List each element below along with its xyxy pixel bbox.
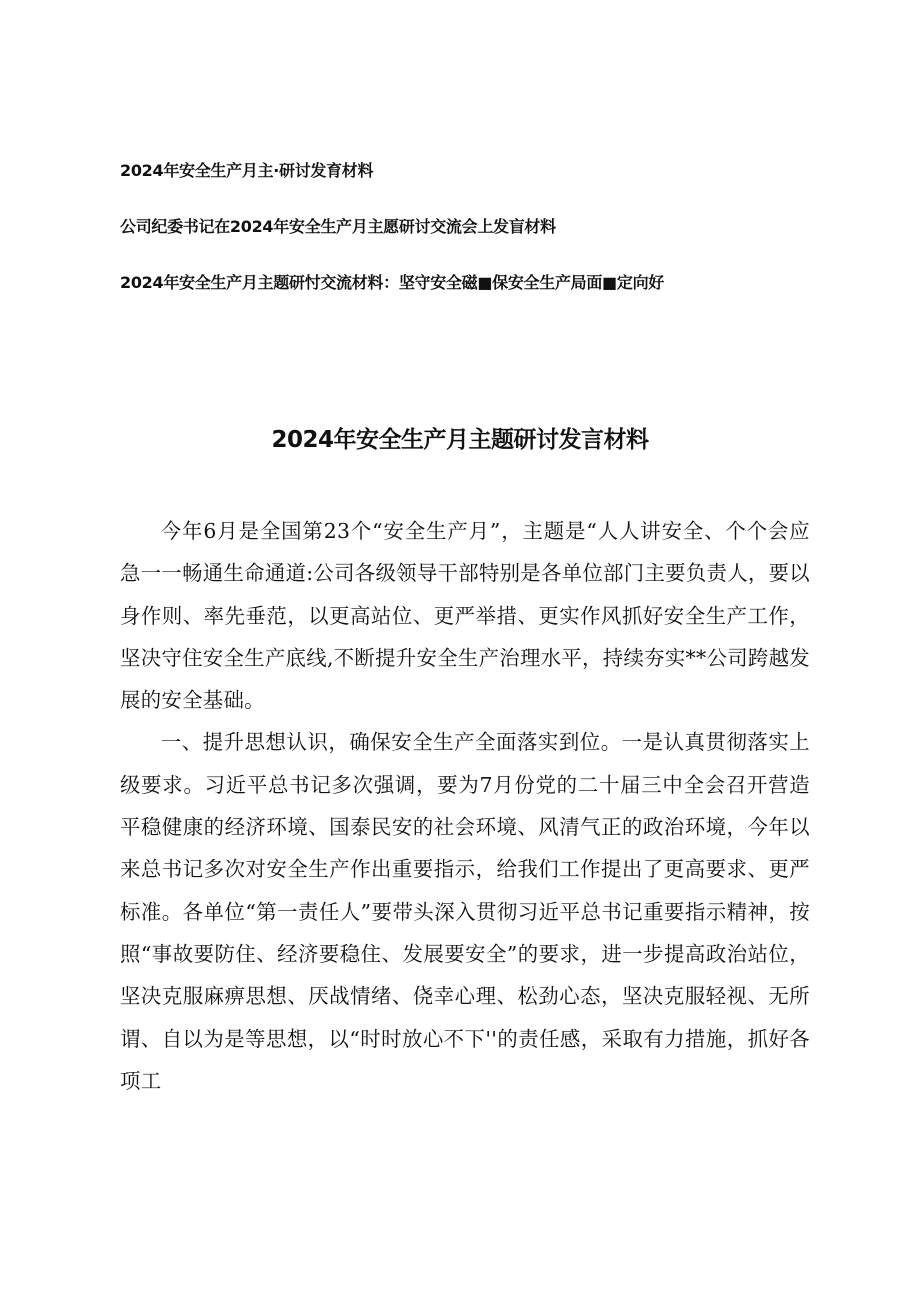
related-document-item[interactable]: 2024年安全生产月主题研忖交流材料：坚守安全磁■保安全生产局面■定向好 [120,273,664,292]
related-documents-list [120,160,820,294]
related-document-item[interactable]: 2024年安全生产月主·研讨发育材料 [120,161,374,180]
related-document-item[interactable]: 公司纪委书记在2024年安全生产月主愿研讨交流会上发盲材料 [120,217,556,236]
body-paragraph: 今年6月是全国第23个“安全生产月”，主题是“人人讲安全、个个会应急一一畅通生命通道:公司各级领导干部特别是各单位部门主要负责人，要以身作则、率先垂范，以更高站位、更严举措、更实作风抓好安全生产工作，坚决守住安全生产底线,不断提升安全生产治理水平，持续夯实**公司跨越发展的安全基础。 [120,519,810,713]
document-title: 2024年安全生产月主题研讨发言材料 [271,427,649,453]
document-body [120,510,810,1102]
body-paragraph: 一、提升思想认识，确保安全生产全面落实到位。一是认真贯彻落实上级要求。习近平总书记多次强调，要为7月份党的二十届三中全会召开营造平稳健康的经济环境、国泰民安的社会环境、风清气正的政治环境，今年以来总书记多次对安全生产作出重要指示，给我们工作提出了更高要求、更严标准。各单位“第一责任人”要带头深入贯彻习近平总书记重要指示精神，按照“事故要防住、经济要稳住、发展要安全”的要求，进一步提高政治站位，坚决克服麻痹思想、厌战情绪、侥幸心理、松劲心态，坚决克服轻视、无所谓、自以为是等思想，以“时时放心不下''的责任感，采取有力措施，抓好各项工 [120,730,810,1093]
